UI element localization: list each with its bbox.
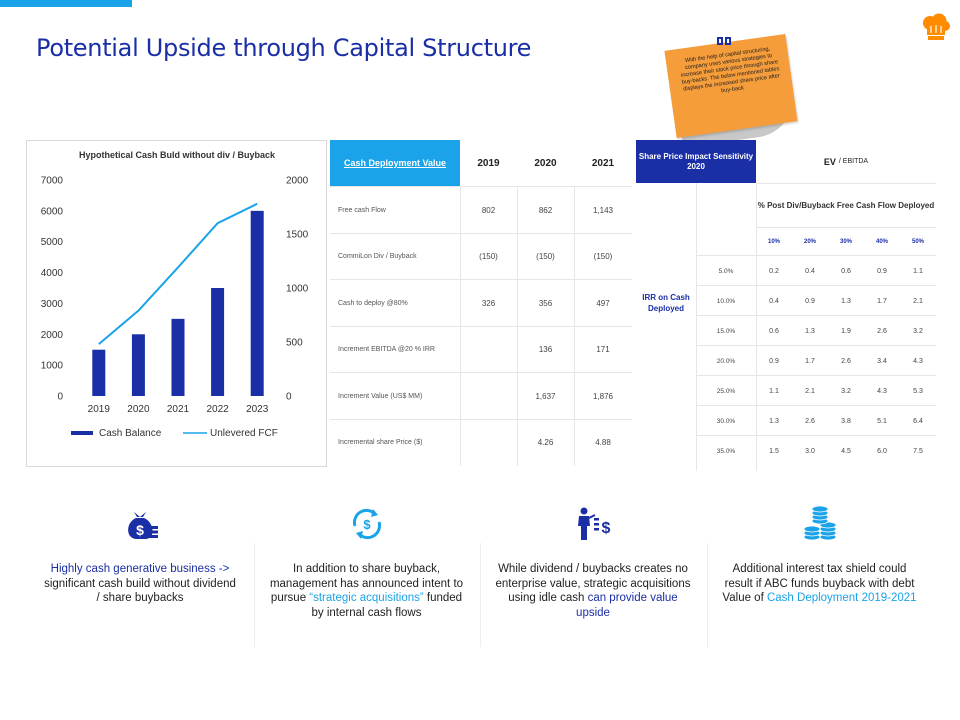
note-text: With the help of capital structuring, company uses various strategies to increase their stock price through share buy-backs. The below mentioned tables displays the increased share price after buy-back xyxy=(680,46,781,95)
table-row xyxy=(696,435,936,465)
table-row xyxy=(696,315,936,345)
table-cell: 2.6 xyxy=(877,327,887,335)
sens-row-label: 15.0% xyxy=(716,327,736,335)
feature-card xyxy=(707,500,933,650)
sensitivity-subheader: % Post Div/Buyback Free Cash Flow Deployed xyxy=(756,183,936,227)
presenter-dollar-icon xyxy=(573,504,613,544)
bar-cash-balance-2021 xyxy=(172,319,185,396)
table-cell: (150) xyxy=(479,252,498,261)
table-cell: 1,143 xyxy=(592,205,614,215)
table-cell: (150) xyxy=(593,252,613,261)
coin-stacks-icon xyxy=(800,504,840,544)
y-left-tick-label: 6000 xyxy=(40,206,63,218)
chart-canvas xyxy=(27,141,328,468)
y-left-tick-label: 7000 xyxy=(40,175,63,187)
table-cell: 5.3 xyxy=(913,387,923,395)
table-cell: 6.0 xyxy=(877,447,887,455)
table-cell: 0.6 xyxy=(841,267,851,275)
table-row-label: CommiLon Div / Buyback xyxy=(338,253,417,260)
x-tick-label: 2019 xyxy=(87,404,110,415)
sens-column-header: 40% xyxy=(864,227,900,255)
table-cell: 136 xyxy=(538,345,553,354)
legend-label-unlevered-fcf: Unlevered FCF xyxy=(210,428,278,439)
sens-column-header: 10% xyxy=(756,227,792,255)
table-cell: 497 xyxy=(596,298,610,308)
table-cell: 0.9 xyxy=(769,357,779,365)
feature-text xyxy=(41,562,239,606)
table-cell: 171 xyxy=(596,345,610,354)
legend-swatch-cash-balance xyxy=(71,431,93,435)
svg-text:$: $ xyxy=(362,517,371,532)
irr-row-header: IRR on Cash Deployed xyxy=(642,293,690,313)
y-right-tick-label: 1500 xyxy=(286,229,309,241)
table-row-label: Free cash Flow xyxy=(338,206,386,214)
y-right-tick-label: 2000 xyxy=(286,175,309,187)
x-tick-label: 2022 xyxy=(206,404,229,415)
sens-row-label: 35.0% xyxy=(716,447,736,455)
table-cell: 1.7 xyxy=(805,357,815,365)
sensitivity-header: Share Price Impact Sensitivity 2020 xyxy=(636,140,756,183)
feature-text-span: significant cash build without dividend / share buybacks xyxy=(44,577,236,604)
table-row xyxy=(330,372,632,418)
page-title: Potential Upside through Capital Structure xyxy=(36,34,532,62)
legend-label-cash-balance: Cash Balance xyxy=(99,428,162,439)
table-cell: 5.1 xyxy=(877,417,887,425)
feature-text-span: funded by internal cash flows xyxy=(311,592,463,619)
table-cell: 2.1 xyxy=(913,297,923,305)
y-right-tick-label: 500 xyxy=(286,337,303,349)
feature-card xyxy=(480,500,706,650)
table-cell: 3.8 xyxy=(841,417,851,425)
feature-text-span: While dividend / buybacks creates no enterprise value, strategic acquisitions using idle cash xyxy=(495,563,691,604)
chef-hat-logo-icon xyxy=(918,12,952,42)
table-cell: 3.2 xyxy=(841,387,851,395)
sens-column-header: 50% xyxy=(900,227,936,255)
table-cell: 0.4 xyxy=(769,297,779,305)
table-cell: 1.9 xyxy=(841,327,851,335)
feature-text-span: can provide value upside xyxy=(576,592,678,619)
feature-text-span: Highly cash generative business -> xyxy=(50,563,230,575)
table-cell: 0.6 xyxy=(769,327,779,335)
table-row xyxy=(696,375,936,405)
feature-text-span: In addition to share buyback, management has announced intent to pursue xyxy=(269,563,464,604)
feature-divider xyxy=(254,543,255,647)
ev-suffix: / EBITDA xyxy=(838,158,869,165)
x-tick-label: 2023 xyxy=(246,404,269,415)
sens-column-header: 30% xyxy=(828,227,864,255)
table-row xyxy=(330,233,632,279)
table-cell: 1,876 xyxy=(592,391,614,401)
table-cell: 1.1 xyxy=(769,387,779,395)
table-cell: 326 xyxy=(481,298,496,308)
table-row xyxy=(330,186,632,232)
table-row xyxy=(330,419,632,465)
sens-column-header: 20% xyxy=(792,227,828,255)
table-row xyxy=(696,345,936,375)
svg-text:$: $ xyxy=(601,520,611,537)
y-right-tick-label: 0 xyxy=(286,391,292,403)
table-row xyxy=(330,279,632,325)
ev-label: EV xyxy=(823,156,836,167)
table-cell: 0.9 xyxy=(877,267,887,275)
table-cell: 2.1 xyxy=(805,387,815,395)
table-cell: 4.3 xyxy=(877,387,887,395)
table-cell: 4.3 xyxy=(913,357,923,365)
svg-text:$: $ xyxy=(136,522,144,538)
table-cell xyxy=(460,327,517,373)
feature-text xyxy=(494,562,692,620)
y-left-tick-label: 3000 xyxy=(40,298,63,310)
feature-text-span: Cash Deployment 2019-2021 xyxy=(766,592,917,604)
table-cell: 1.1 xyxy=(913,267,923,275)
sens-row-label: 5.0% xyxy=(718,267,734,275)
table-cell: 3.2 xyxy=(913,327,923,335)
table-cell: 1.3 xyxy=(805,327,815,335)
y-left-tick-label: 2000 xyxy=(40,329,63,341)
table-cell: 4.26 xyxy=(537,438,554,447)
y-left-tick-label: 1000 xyxy=(40,360,63,372)
table-cell: 356 xyxy=(538,298,553,308)
table-cell: 6.4 xyxy=(913,417,923,425)
bar-cash-balance-2019 xyxy=(92,350,105,396)
table-row-label: Increment EBITDA @20 % IRR xyxy=(338,346,435,353)
cash-table-year-2020: 2020 xyxy=(534,157,557,169)
table-row-label: Increment Value (US$ MM) xyxy=(338,392,423,400)
table-cell: 862 xyxy=(538,205,553,215)
sens-row-label: 20.0% xyxy=(716,357,736,365)
table-row xyxy=(696,405,936,435)
feature-text-span: “strategic acquisitions” xyxy=(309,592,424,604)
bar-cash-balance-2020 xyxy=(132,334,145,396)
note-paper xyxy=(664,34,797,138)
cash-table-header-label: Cash Deployment Value xyxy=(330,140,460,186)
cash-table-year-2021: 2021 xyxy=(591,157,615,169)
cash-build-chart xyxy=(26,140,327,467)
sens-row-label: 30.0% xyxy=(716,417,736,425)
y-left-tick-label: 5000 xyxy=(40,237,63,249)
table-cell: 3.4 xyxy=(877,357,887,365)
x-tick-label: 2020 xyxy=(127,404,150,415)
table-cell: (150) xyxy=(536,252,555,261)
x-tick-label: 2021 xyxy=(166,404,190,415)
sticky-note xyxy=(664,36,802,144)
sens-row-label: 25.0% xyxy=(716,387,736,395)
table-cell: 1,637 xyxy=(535,391,556,401)
table-cell: 3.0 xyxy=(805,447,815,455)
cash-table-header-row xyxy=(330,140,632,186)
table-row xyxy=(696,285,936,315)
table-row xyxy=(330,326,632,372)
y-right-tick-label: 1000 xyxy=(286,283,309,295)
bar-cash-balance-2022 xyxy=(211,288,224,396)
table-row-label: Cash to deploy @80% xyxy=(338,299,408,307)
table-cell: 1.3 xyxy=(769,417,779,425)
table-row-label: Incremental share Price ($) xyxy=(338,439,423,446)
top-accent-bar xyxy=(0,0,132,7)
note-clip-icon xyxy=(716,36,732,46)
feature-text-span: Additional interest tax shield could result if ABC funds buyback with debt Value of xyxy=(722,563,915,604)
money-bag-icon xyxy=(120,504,160,544)
table-cell: 0.4 xyxy=(805,267,815,275)
feature-card xyxy=(254,500,480,650)
ev-ebitda-header xyxy=(756,140,936,183)
feature-text xyxy=(268,562,466,620)
feature-card xyxy=(27,500,253,650)
feature-divider xyxy=(480,543,481,647)
sens-row-label: 10.0% xyxy=(716,297,736,305)
chart-title: Hypothetical Cash Buld without div / Buyback xyxy=(78,150,276,160)
table-cell: 0.2 xyxy=(769,267,779,275)
table-cell: 1.7 xyxy=(877,297,887,305)
y-left-tick-label: 4000 xyxy=(40,268,63,280)
feature-text xyxy=(721,562,919,606)
table-row xyxy=(696,255,936,285)
bar-cash-balance-2023 xyxy=(251,211,264,396)
table-cell: 7.5 xyxy=(913,447,923,455)
table-cell: 0.9 xyxy=(805,297,815,305)
table-cell: 1.5 xyxy=(769,447,779,455)
table-cell: 4.5 xyxy=(841,447,851,455)
cash-table-year-2019: 2019 xyxy=(477,157,500,169)
table-cell: 4.88 xyxy=(595,438,611,447)
table-cell xyxy=(460,420,517,466)
table-cell: 2.6 xyxy=(805,417,815,425)
y-left-tick-label: 0 xyxy=(57,391,63,403)
table-cell: 1.3 xyxy=(841,297,851,305)
feature-divider xyxy=(707,543,708,647)
table-cell: 2.6 xyxy=(841,357,851,365)
table-cell xyxy=(460,373,517,419)
dollar-cycle-icon xyxy=(347,504,387,544)
table-cell: 802 xyxy=(481,205,496,215)
